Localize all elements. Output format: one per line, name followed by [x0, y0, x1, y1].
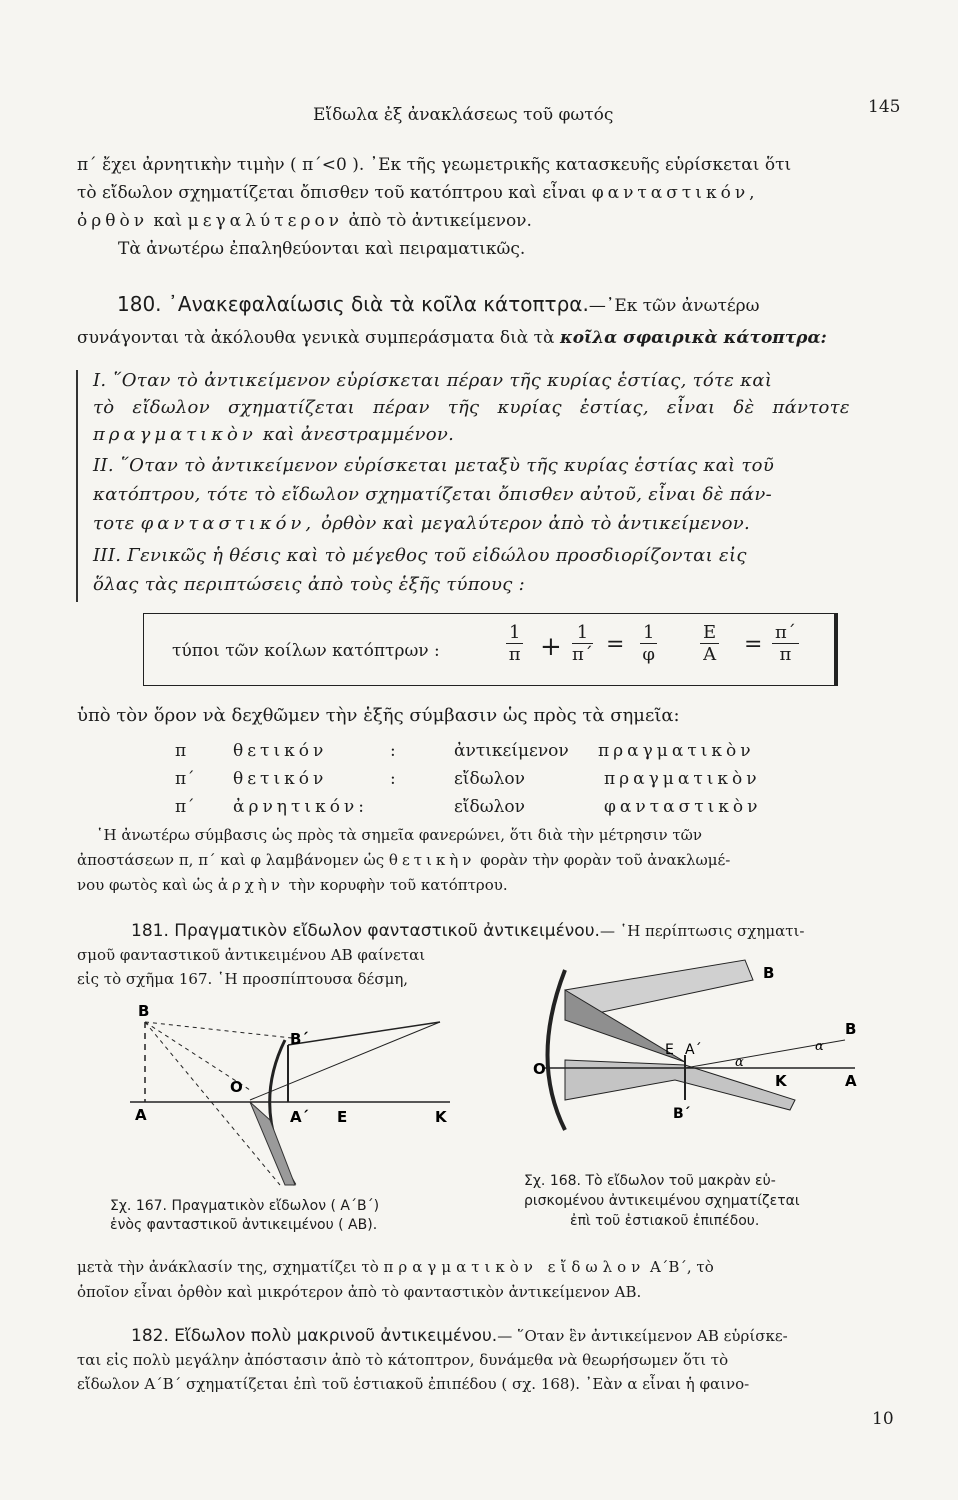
page-number: 145 [868, 97, 901, 117]
margin-rule [76, 370, 78, 602]
text: συνάγονται τὰ ἀκόλουθα γενικὰ συμπεράσματα διὰ τὰ [77, 328, 555, 348]
convention-intro: ὑπὸ τὸν ὅρον νὰ δεχθῶμεν τὴν ἑξῆς σύμβασιν ὡς πρὸς τὰ σημεῖα: [77, 705, 680, 726]
fraction-pprime-over-p [772, 622, 799, 665]
section-182-line: ται εἰς πολὺ μεγάλην ἀπόστασιν ἀπὸ τὸ κάτοπτρον, δυνάμεθα νὰ θεωρήσωμεν ὅτι τὸ [77, 1351, 729, 1369]
label-E: Ε [665, 1042, 674, 1058]
sign-value: θετικόν [233, 741, 328, 761]
sign-symbol: π΄ [175, 769, 195, 789]
heading-text: 181. Πραγματικὸν εἴδωλον φανταστικοῦ ἀντικειμένου. [131, 921, 600, 941]
formula-label: τύποι τῶν κοίλων κατόπτρων : [172, 641, 440, 661]
numerator: 1 [506, 622, 523, 644]
sign-object: ἀντικείμενον [454, 741, 569, 761]
fraction-E-over-A [700, 622, 719, 665]
conclusion-I [93, 424, 454, 445]
heading-text: 180. ᾿Ανακεφαλαίωσις διὰ τὰ κοῖλα κάτοπτρα. [117, 292, 589, 316]
ray [250, 1022, 440, 1100]
sign-colon: : [390, 769, 396, 789]
figure-168-caption: ἐπὶ τοῦ ἑστιακοῦ ἐπιπέδου. [570, 1213, 760, 1229]
spaced-text: πραγματικὸν [93, 424, 257, 445]
intro-line [77, 210, 532, 232]
section-180-line [77, 327, 827, 349]
denominator: φ [642, 644, 656, 665]
figure-167-caption: ἑνὸς φανταστικοῦ ἀντικειμένου ( ΑΒ). [110, 1217, 378, 1233]
label-E: Ε [337, 1108, 348, 1126]
intro-line [77, 182, 759, 204]
text: μετὰ τὴν ἀνάκλασίν της, σχηματίζει τὸ [77, 1258, 379, 1276]
text: Α΄Β΄, τὸ [650, 1258, 714, 1276]
equals-sign: = [606, 632, 625, 657]
label-B-right: Β [845, 1020, 857, 1038]
sign-value: ἀρνητικόν: [233, 797, 368, 817]
label-A: Α [845, 1072, 857, 1090]
sign-kind: πραγματικὸν [598, 741, 755, 761]
sign-object: εἴδωλον [454, 769, 525, 789]
sign-value: θετικόν [233, 769, 328, 789]
figure-168-caption: Σχ. 168. Τὸ εἴδωλον τοῦ μακρὰν εὑ- [524, 1173, 776, 1189]
section-181-line: σμοῦ φανταστικοῦ ἀντικειμένου ΑΒ φαίνεται [77, 946, 426, 964]
label-O: Ο [230, 1078, 243, 1096]
label-O: Ο [533, 1060, 546, 1078]
denominator: π΄ [572, 644, 593, 665]
convention-paragraph [77, 851, 730, 869]
label-B: Β [138, 1002, 150, 1020]
after-figures-line: ὁποῖον εἶναι ὀρθὸν καὶ μικρότερον ἀπὸ τὸ φανταστικὸν ἀντικείμενον ΑΒ. [77, 1283, 642, 1301]
text: ἀπὸ τὸ ἀντικείμενον. [348, 211, 532, 231]
ray [288, 1022, 440, 1045]
denominator: π [779, 644, 792, 665]
numerator: 1 [572, 622, 593, 644]
conclusion-II: II. ῞Οταν τὸ ἀντικείμενον εὑρίσκεται μεταξὺ τῆς κυρίας ἑστίας καὶ τοῦ [93, 455, 775, 476]
spaced-text: φανταστικόν, [140, 513, 316, 534]
denominator: Α [703, 644, 717, 665]
spaced-text: ἀρχὴν [217, 876, 284, 894]
section-181-line: εἰς τὸ σχῆμα 167. ῾Η προσπίπτουσα δέσμη, [77, 970, 409, 988]
sign-symbol: π΄ [175, 797, 195, 817]
convention-paragraph: ῾Η ἀνωτέρω σύμβασις ὡς πρὸς τὰ σημεῖα φανερώνει, ὅτι διὰ τὴν μέτρησιν τῶν [96, 826, 703, 844]
text: —᾿Εκ τῶν ἀνωτέρω [588, 296, 760, 316]
conclusion-III: III. Γενικῶς ἡ θέσις καὶ τὸ μέγεθος τοῦ εἰδώλου προσδιορίζονται εἰς [93, 545, 747, 566]
label-K: Κ [775, 1072, 787, 1090]
numerator: 1 [640, 622, 657, 644]
figure-168-diagram [525, 950, 895, 1140]
conclusion-I: τὸ εἴδωλον σχηματίζεται πέραν τῆς κυρίας ἑστίας, εἶναι δὲ πάντοτε [93, 397, 850, 418]
label-Aprime: Α΄ [290, 1108, 309, 1126]
denominator: π [508, 644, 521, 665]
label-A: Α [135, 1106, 147, 1124]
text: ἀποστάσεων π, π΄ καὶ φ λαμβάνομεν ὡς [77, 851, 385, 869]
text: ὀρθὸν καὶ μεγαλύτερον ἀπὸ τὸ ἀντικείμενον. [321, 513, 751, 534]
text: τὸ εἴδωλον σχηματίζεται ὄπισθεν τοῦ κατόπτρου καὶ εἶναι [77, 183, 587, 203]
convention-paragraph [77, 876, 508, 894]
reflected-beam [250, 1102, 295, 1185]
sign-kind: φανταστικὸν [604, 797, 762, 817]
heading-text: 182. Εἴδωλον πολὺ μακρινοῦ ἀντικειμένου. [131, 1326, 498, 1346]
figure-167-diagram [110, 1000, 490, 1190]
sign-object: εἴδωλον [454, 797, 525, 817]
label-Aprime: Α΄ [685, 1042, 702, 1058]
conclusion-II: κατόπτρου, τότε τὸ εἴδωλον σχηματίζεται ὄπισθεν αὐτοῦ, εἶναι δὲ πάν- [93, 484, 772, 505]
label-Bprime: Β΄ [290, 1030, 309, 1048]
text: καὶ ἀνεστραμμένον. [262, 424, 455, 445]
section-181-heading [131, 920, 805, 942]
section-182-heading [131, 1325, 788, 1347]
conclusion-I: I. ῞Οταν τὸ ἀντικείμενον εὑρίσκεται πέραν τῆς κυρίας ἑστίας, τότε καὶ [93, 370, 773, 391]
section-182-line: εἴδωλον Α΄Β΄ σχηματίζεται ἐπὶ τοῦ ἑστιακοῦ ἐπιπέδου ( σχ. 168). ᾿Εὰν α εἶναι ἡ φαινο- [77, 1375, 750, 1393]
spaced-text: θετικὴν [388, 851, 476, 869]
equals-sign: = [744, 632, 763, 657]
concave-mirror [548, 970, 566, 1130]
signature-mark: 10 [872, 1409, 894, 1429]
label-alpha: α [815, 1039, 824, 1054]
section-180-heading [117, 293, 760, 317]
sign-colon: : [390, 741, 396, 761]
text: τὴν κορυφὴν τοῦ κατόπτρου. [288, 876, 508, 894]
running-title: Εἴδωλα ἐξ ἀνακλάσεως τοῦ φωτός [313, 105, 614, 125]
text: φορὰν τὴν φορὰν τοῦ ἀνακλωμέ- [480, 851, 731, 869]
label-B-top: Β [763, 964, 775, 982]
intro-line: Τὰ ἀνωτέρω ἐπαληθεύονται καὶ πειραματικῶς. [118, 239, 526, 259]
spaced-text: φανταστικόν, [591, 183, 759, 203]
numerator: Ε [700, 622, 719, 644]
ray [145, 1022, 292, 1038]
conclusion-II [93, 513, 750, 534]
label-Bprime: Β΄ [673, 1106, 690, 1122]
sign-symbol: π [175, 741, 187, 761]
text: τοτε [93, 513, 135, 534]
label-alpha: α [735, 1055, 744, 1070]
bold-text: κοῖλα σφαιρικὰ κάτοπτρα: [559, 328, 827, 348]
numerator: π΄ [772, 622, 799, 644]
figure-167-caption: Σχ. 167. Πραγματικὸν εἴδωλον ( Α΄Β΄) [110, 1198, 380, 1214]
plus-sign: + [540, 632, 562, 662]
spaced-text: μεγαλύτερον [187, 211, 344, 231]
text: νου φωτὸς καὶ ὡς [77, 876, 214, 894]
text: — ῾Η περίπτωσις σχηματι- [599, 922, 805, 940]
label-K: Κ [435, 1108, 447, 1126]
text: — ῞Οταν ἓν ἀντικείμενον ΑΒ εὑρίσκε- [497, 1327, 788, 1345]
intro-line: π΄ ἔχει ἀρνητικὴν τιμὴν ( π΄<0 ). ᾿Εκ τῆς γεωμετρικῆς κατασκευῆς εὑρίσκεται ὅτι [77, 155, 792, 175]
conclusion-III: ὅλας τὰς περιπτώσεις ἀπὸ τοὺς ἑξῆς τύπους : [93, 574, 526, 595]
spaced-text: πραγματικὸν εἴδωλον [383, 1258, 646, 1276]
ray [145, 1022, 280, 1185]
text: καὶ [153, 211, 183, 231]
sign-kind: πραγματικὸν [604, 769, 761, 789]
fraction-1-over-p [506, 622, 523, 665]
fraction-1-over-f [640, 622, 657, 665]
fraction-1-over-pprime [572, 622, 593, 665]
after-figures-line [77, 1258, 714, 1276]
spaced-text: ὀρθὸν [77, 211, 149, 231]
figure-168-caption: ρισκομένου ἀντικειμένου σχηματίζεται [524, 1193, 800, 1209]
